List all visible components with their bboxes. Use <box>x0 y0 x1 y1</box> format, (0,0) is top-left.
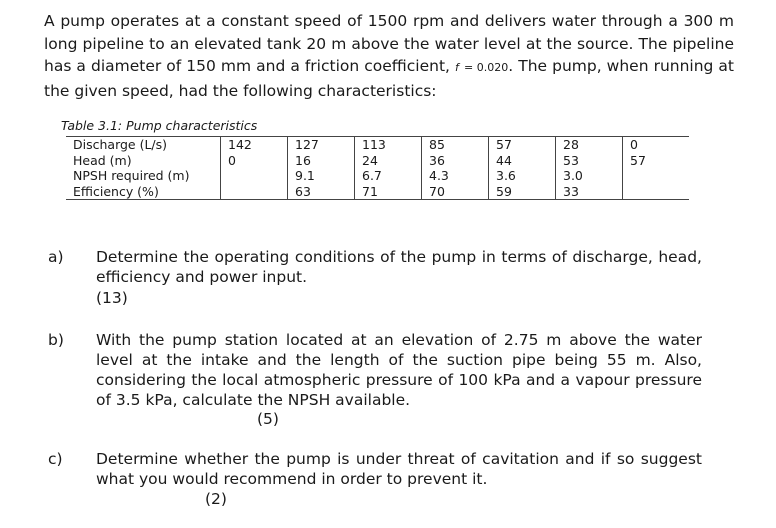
row-label: Discharge (L/s) <box>66 137 221 153</box>
table-cell: 0 <box>623 137 690 153</box>
table-caption: Table 3.1: Pump characteristics <box>61 118 258 133</box>
table-row <box>66 137 689 153</box>
table-cell: 71 <box>355 184 422 200</box>
table-cell: 28 <box>556 137 623 153</box>
table-cell <box>221 168 288 184</box>
question-letter: b) <box>48 331 64 349</box>
table-cell: 6.7 <box>355 168 422 184</box>
intro-text-part1: A pump operates at a constant speed of 1500 rpm and delivers water through a 300 m long pipeline to an elevated tank 20 m above the water level at the source. The pipeline has a diameter of 150 mm and a friction coefficient, <box>44 12 734 75</box>
intro-text-part2: . The pump, when running at the given speed, had the following characteristics: <box>44 57 734 100</box>
table-row <box>66 168 689 184</box>
table-cell: 3.0 <box>556 168 623 184</box>
table-cell <box>623 168 690 184</box>
table-cell: 0 <box>221 153 288 169</box>
table-cell: 59 <box>489 184 556 200</box>
row-label: NPSH required (m) <box>73 168 190 183</box>
pump-characteristics-table <box>66 136 689 200</box>
table-cell: 33 <box>556 184 623 200</box>
table-cell: 24 <box>355 153 422 169</box>
table-cell: 113 <box>355 137 422 153</box>
question-marks: (5) <box>257 410 279 428</box>
table-cell: 70 <box>422 184 489 200</box>
problem-intro <box>44 10 734 102</box>
question-letter: c) <box>48 450 63 468</box>
question-text: Determine whether the pump is under threat of cavitation and if so suggest what you would recommend in order to prevent it. <box>96 450 702 488</box>
table-cell: 142 <box>221 137 288 153</box>
table-cell: 44 <box>489 153 556 169</box>
table-cell: 16 <box>288 153 355 169</box>
table-cell: 63 <box>288 184 355 200</box>
question-marks: (13) <box>96 289 128 307</box>
question-text: Determine the operating conditions of the pump in terms of discharge, head, efficiency and power input. <box>96 248 702 286</box>
table-cell: 85 <box>422 137 489 153</box>
table-cell: 3.6 <box>489 168 556 184</box>
question-marks: (2) <box>205 490 227 508</box>
row-label: Head (m) <box>73 152 132 168</box>
table-cell: 57 <box>623 153 690 169</box>
table-cell: 36 <box>422 153 489 169</box>
friction-symbol: f <box>455 61 459 74</box>
table-cell <box>623 184 690 200</box>
table-cell: 127 <box>288 137 355 153</box>
question-text: With the pump station located at an elevation of 2.75 m above the water level at the intake and the length of the suction pipe being 55 m. Also, considering the local atmospheric pressure of 100 kPa and a vapour pressure of 3.5 kPa, calculate the NPSH available. <box>96 331 702 409</box>
table-body <box>66 137 689 200</box>
row-label: Efficiency (%) <box>66 184 221 200</box>
table-cell: 4.3 <box>422 168 489 184</box>
friction-value: = 0.020 <box>463 61 509 74</box>
table-row <box>66 153 689 169</box>
table-cell: 57 <box>489 137 556 153</box>
table-cell: 53 <box>556 153 623 169</box>
table-row <box>66 184 689 200</box>
question-letter: a) <box>48 248 64 266</box>
table-cell: 9.1 <box>288 168 355 184</box>
table-cell <box>221 184 288 200</box>
